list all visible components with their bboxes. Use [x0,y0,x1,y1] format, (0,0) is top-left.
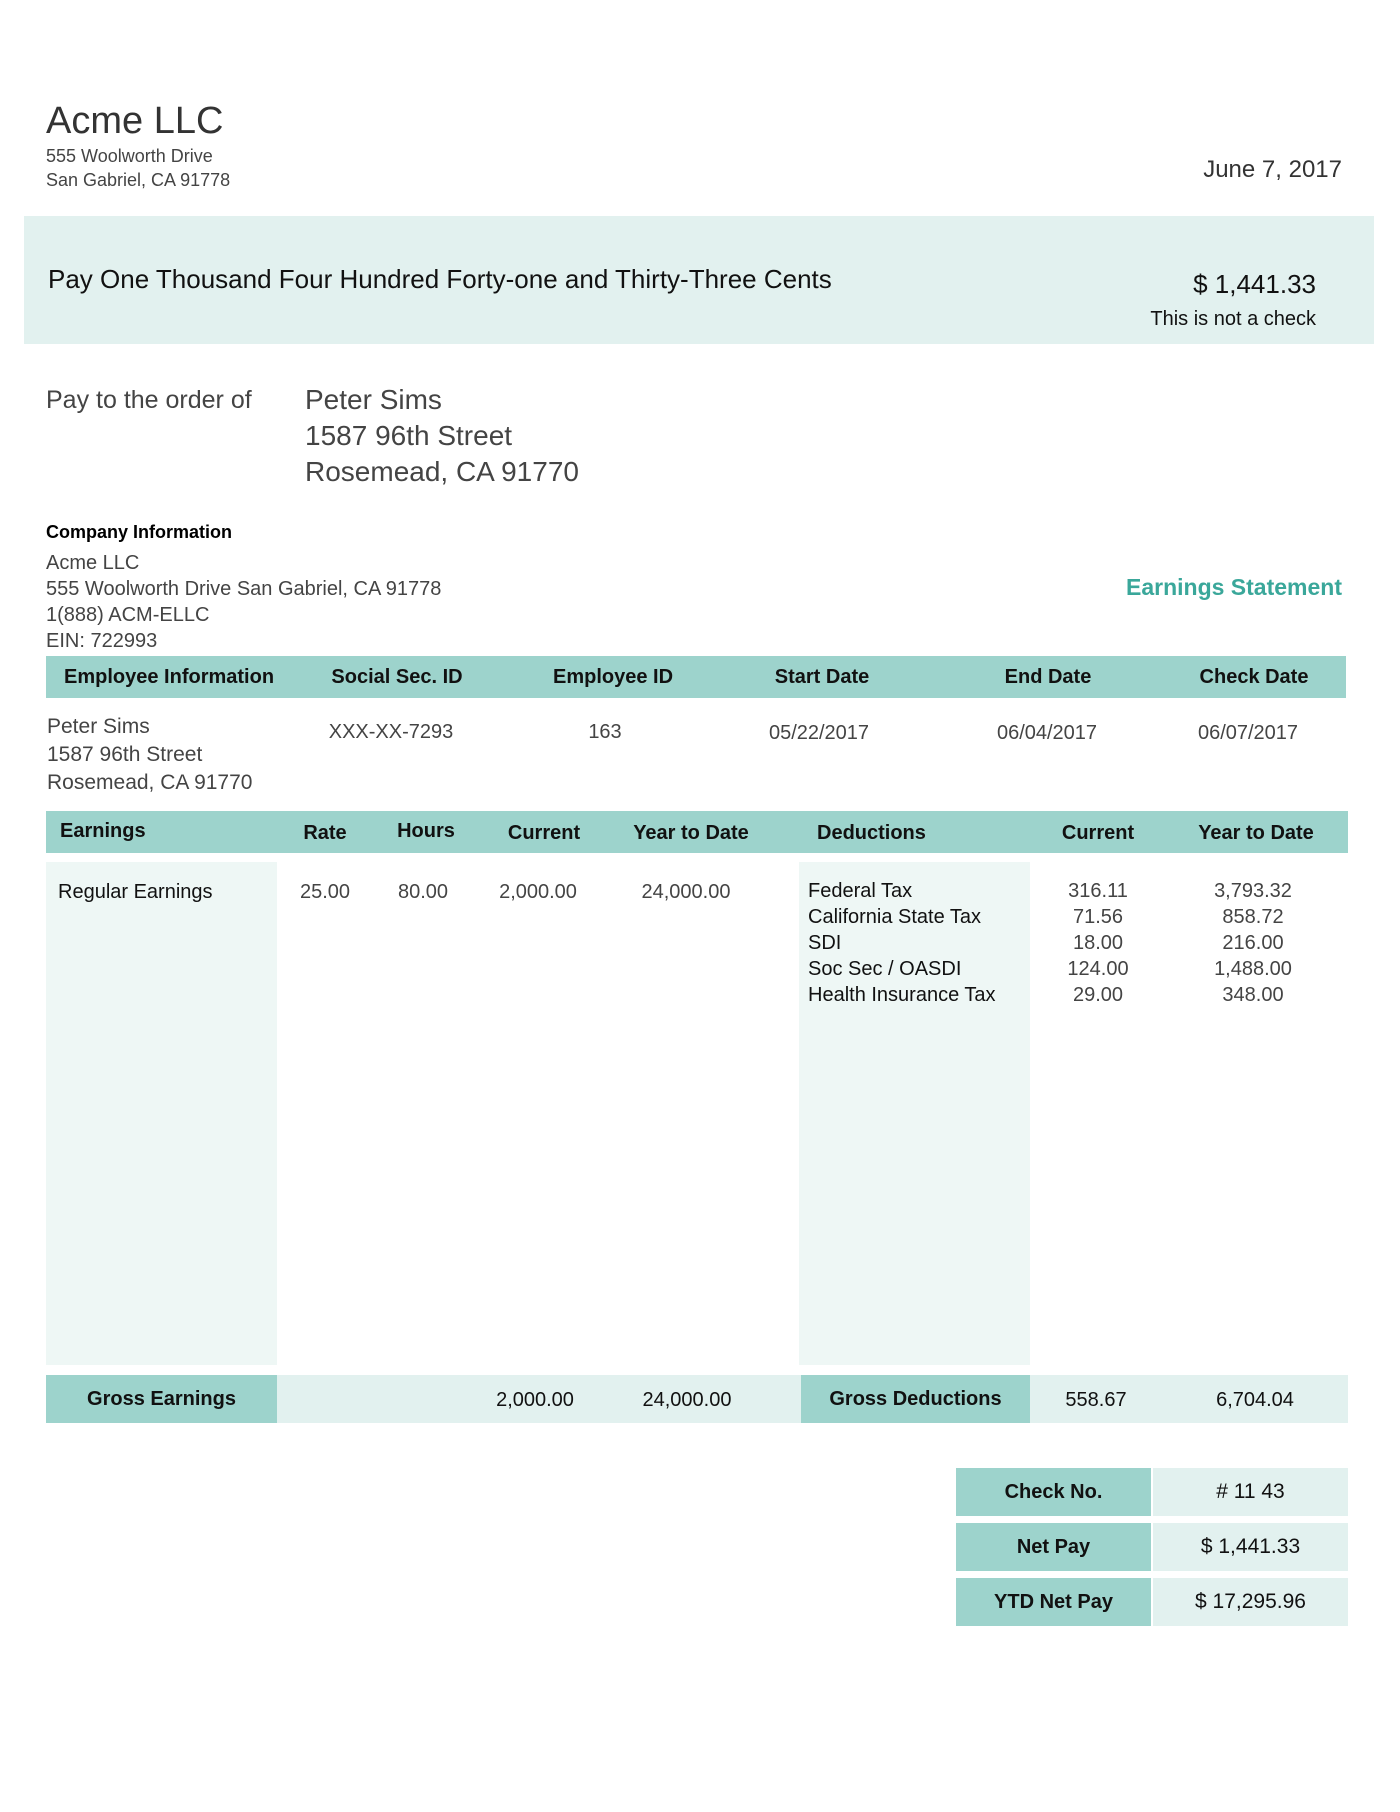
gross-deductions-ytd: 6,704.04 [1216,1389,1294,1411]
deductions-current-header: Current [1061,822,1135,844]
deduction-ytd: 216.00 [1222,932,1284,954]
start-date-header: Start Date [774,666,870,688]
company-name: Acme LLC [46,100,224,142]
deduction-ytd: 858.72 [1222,906,1284,928]
check-no-value: # 11 43 [1153,1468,1348,1516]
deduction-label: Soc Sec / OASDI [808,958,962,980]
check-date-header: Check Date [1199,666,1309,688]
ssn-header: Social Sec. ID [331,666,463,688]
employee-street: 1587 96th Street [47,743,203,766]
pay-to-order-label: Pay to the order of [46,386,252,414]
earnings-ytd-header: Year to Date [633,822,749,844]
deduction-ytd-values [1193,878,1313,1008]
deduction-current: 124.00 [1067,958,1129,980]
gross-earnings-label: Gross Earnings [46,1375,277,1423]
deductions-ytd-header: Year to Date [1198,822,1314,844]
gross-earnings-ytd: 24,000.00 [642,1389,732,1411]
company-address-line2: San Gabriel, CA 91778 [46,170,231,190]
deduction-current: 316.11 [1068,880,1128,902]
deduction-current: 18.00 [1072,932,1124,954]
earnings-statement-title: Earnings Statement [1126,574,1342,600]
company-info-phone: 1(888) ACM-ELLC [46,604,210,626]
hours-header: Hours [397,820,455,842]
check-date: 06/07/2017 [1197,722,1299,744]
employee-city: Rosemead, CA 91770 [47,771,253,794]
regular-earnings-current: 2,000.00 [499,881,577,903]
payee-name: Peter Sims [305,384,442,415]
deduction-current-values [1048,878,1148,1008]
deduction-labels [808,878,996,1008]
end-date: 06/04/2017 [996,722,1098,744]
deduction-ytd: 1,488.00 [1214,958,1292,980]
payee-city: Rosemead, CA 91770 [305,456,579,487]
regular-earnings-ytd: 24,000.00 [641,881,731,903]
company-info-ein: EIN: 722993 [46,630,158,652]
ytd-net-pay-label: YTD Net Pay [956,1578,1151,1626]
employee-id-header: Employee ID [552,666,674,688]
regular-earnings-hours: 80.00 [397,881,449,903]
deduction-label: Federal Tax [808,880,913,902]
regular-earnings-label: Regular Earnings [58,881,213,903]
company-address-line1: 555 Woolworth Drive [46,146,213,166]
deduction-ytd: 348.00 [1222,984,1284,1006]
regular-earnings-rate: 25.00 [299,881,351,903]
pay-amount: $ 1,441.33 [1193,269,1316,299]
deduction-ytd: 3,793.32 [1214,880,1292,902]
statement-date: June 7, 2017 [1203,156,1342,183]
gross-deductions-current: 558.67 [1065,1389,1127,1411]
company-info-title: Company Information [46,522,233,542]
deductions-header: Deductions [817,822,926,844]
employee-ssn: XXX-XX-7293 [328,721,454,743]
not-a-check-note: This is not a check [1150,308,1316,330]
deduction-current: 71.56 [1072,906,1124,928]
employee-id: 163 [588,721,622,743]
check-no-label: Check No. [956,1468,1151,1516]
deduction-label: Health Insurance Tax [808,984,996,1006]
payee-street: 1587 96th Street [305,420,513,451]
employee-name: Peter Sims [47,715,150,738]
gross-deductions-label: Gross Deductions [801,1375,1030,1423]
employee-info-header: Employee Information [64,666,275,688]
pay-amount-words: Pay One Thousand Four Hundred Forty-one and Thirty-Three Cents [48,264,832,294]
deduction-current: 29.00 [1072,984,1124,1006]
company-info-name: Acme LLC [46,552,140,574]
start-date: 05/22/2017 [768,722,870,744]
company-info-address: 555 Woolworth Drive San Gabriel, CA 91778 [46,578,442,600]
end-date-header: End Date [1004,666,1092,688]
deduction-label: SDI [808,932,842,954]
earnings-label-column [46,862,277,1365]
net-pay-label: Net Pay [956,1523,1151,1571]
ytd-net-pay-value: $ 17,295.96 [1153,1578,1348,1626]
net-pay-value: $ 1,441.33 [1153,1523,1348,1571]
rate-header: Rate [303,822,347,844]
deduction-label: California State Tax [808,906,982,928]
earnings-header: Earnings [60,820,146,842]
earnings-current-header: Current [507,822,581,844]
gross-earnings-current: 2,000.00 [496,1389,574,1411]
